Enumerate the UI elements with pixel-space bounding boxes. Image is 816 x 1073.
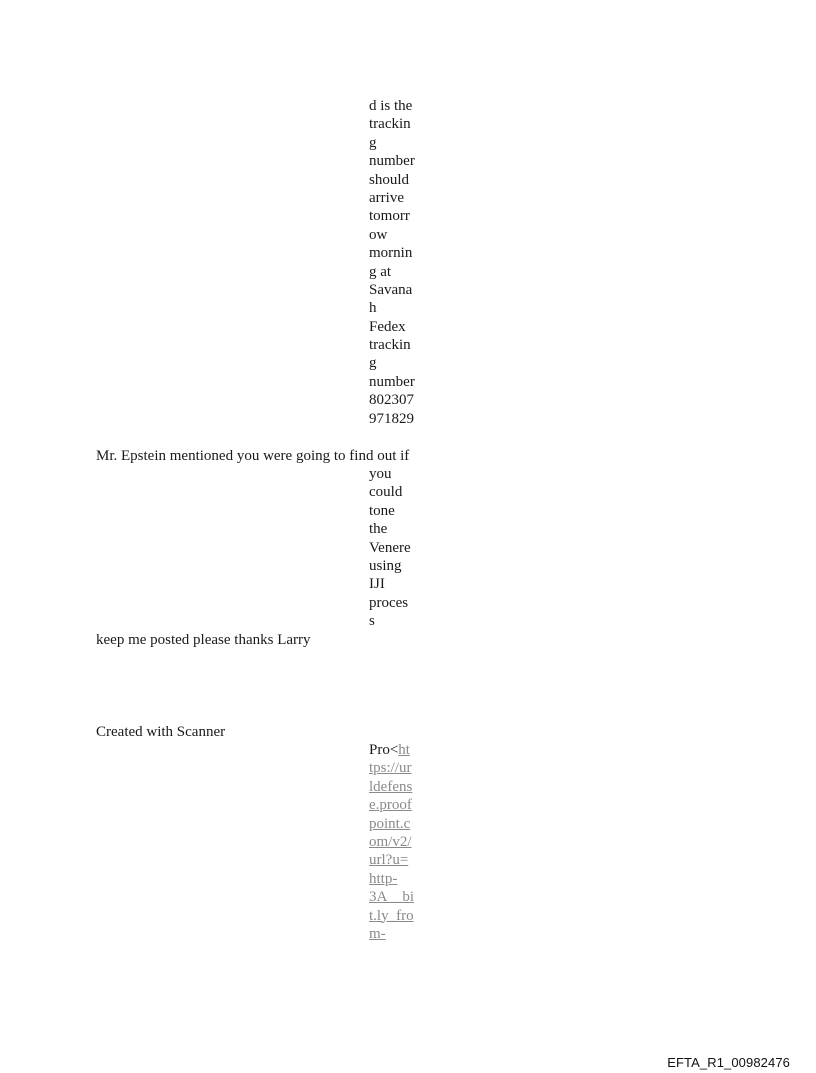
text-line: g (369, 355, 377, 372)
url-link-start[interactable]: ht (398, 742, 410, 758)
tracking-number-line: 802307 (369, 392, 414, 409)
text-line: Venere (369, 539, 411, 556)
pro-prefix: Pro< (369, 742, 399, 758)
text-line: number (369, 153, 415, 170)
url-link-line[interactable]: url?u= (369, 852, 409, 869)
link-first-line (369, 741, 439, 759)
url-link-line[interactable]: point.c (369, 815, 411, 832)
url-link-line[interactable]: om/v2/ (369, 833, 412, 850)
url-link-line[interactable]: t.ly_fro (369, 907, 414, 924)
text-line: g (369, 134, 377, 151)
document-id-footer: EFTA_R1_00982476 (667, 1055, 790, 1070)
text-line: number (369, 373, 415, 390)
epstein-line: Mr. Epstein mentioned you were going to find out if (96, 448, 410, 464)
keep-posted-line: keep me posted please thanks Larry (96, 632, 311, 648)
text-line: h (369, 300, 377, 317)
url-link-line[interactable]: ldefens (369, 778, 413, 795)
text-line: tomorr (369, 208, 410, 225)
text-line: could (369, 484, 403, 501)
created-with-scanner-line: Created with Scanner (96, 724, 226, 740)
url-link-line[interactable]: 3A__bi (369, 889, 414, 906)
text-line: proces (369, 594, 409, 611)
text-line: you (369, 466, 392, 482)
url-link-line[interactable]: tps://ur (369, 760, 412, 777)
tracking-number-line: 971829 (369, 410, 414, 427)
text-line: ow (369, 226, 388, 243)
text-line: the (369, 521, 388, 538)
text-line: mornin (369, 245, 413, 262)
tone-text-column (369, 465, 439, 631)
text-line: using (369, 557, 402, 574)
link-text-column (369, 741, 439, 943)
url-link-line[interactable]: m- (369, 925, 386, 942)
text-line: trackin (369, 116, 411, 133)
url-link-line[interactable]: e.proof (369, 797, 412, 814)
text-line: Fedex (369, 318, 406, 335)
text-line: Savana (369, 281, 413, 298)
text-line: tone (369, 502, 395, 519)
text-line: arrive (369, 189, 404, 206)
tracking-text-column (369, 97, 439, 428)
url-link-line[interactable]: http- (369, 870, 398, 887)
text-line: trackin (369, 337, 411, 354)
text-line: IJI (369, 576, 385, 593)
text-line: s (369, 613, 375, 630)
text-line: g at (369, 263, 392, 280)
text-line: d is the (369, 98, 413, 114)
text-line: should (369, 171, 410, 188)
